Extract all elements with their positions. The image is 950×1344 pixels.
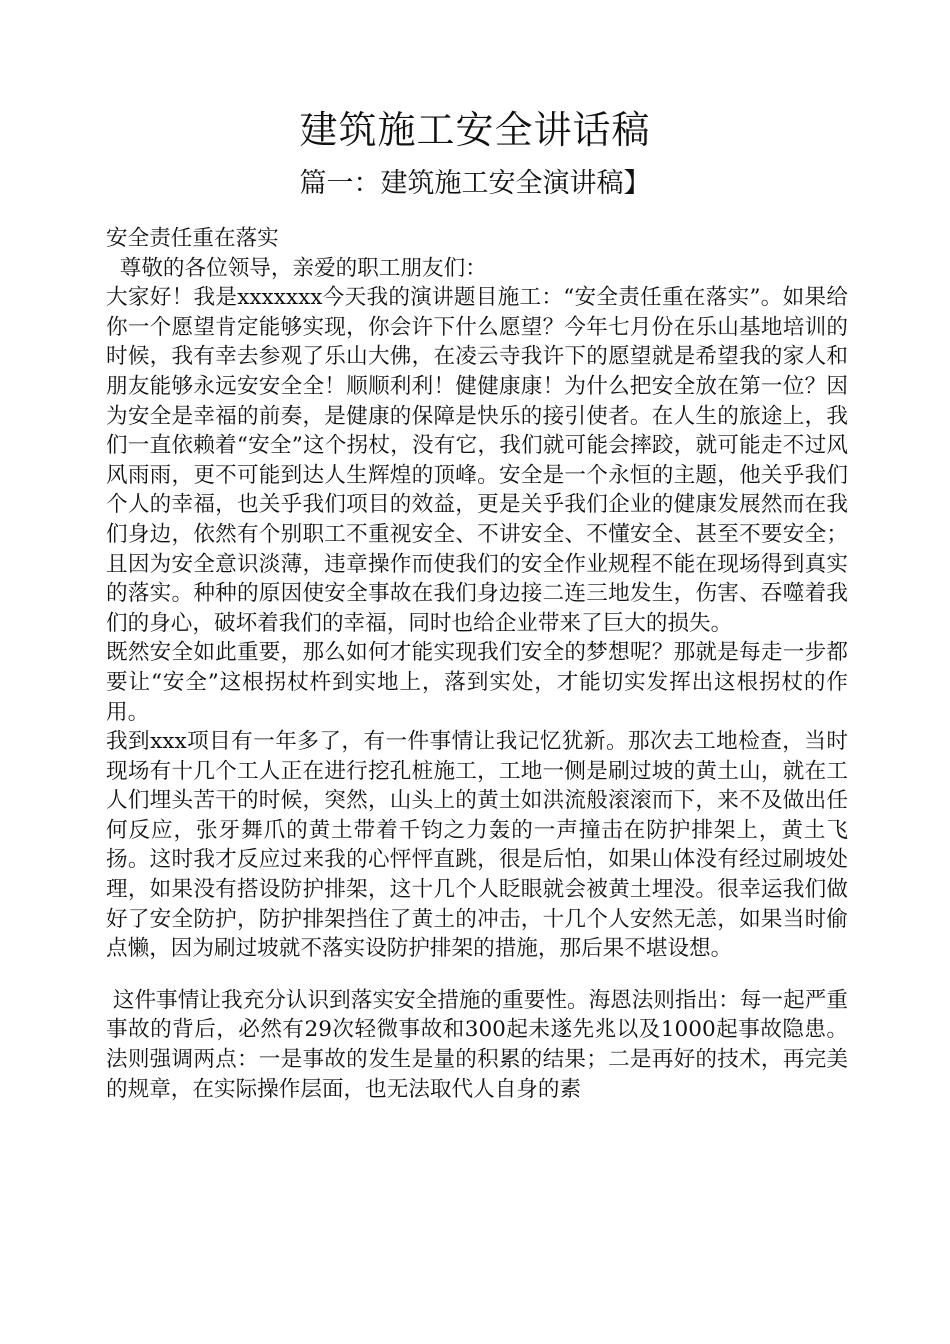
document-subtitle: 篇一：建筑施工安全演讲稿】 [299,168,651,199]
document-title: 建筑施工安全讲话稿 [299,108,651,152]
paragraph-salutation: 尊敬的各位领导，亲爱的职工朋友们： [106,255,487,281]
paragraph-3: 我到xxx项目有一年多了，有一件事情让我记忆犹新。那次去工地检查，当时现场有十几个工人正在进行挖孔桩施工，工地一侧是刷过坡的黄土山，就在工人们埋头苦干的时候，突然，山头上的黄土如洪流般滚滚而下，来不及做出任何反应，张牙舞爪的黄土带着千钧之力轰的一声撞击在防护排架上，黄土飞扬。这时我才反应过来我的心怦怦直跳，很是后怕，如果山体没有经过刷坡处理，如果没有搭设防护排架，这十几个人眨眼就会被黄土埋没。很幸运我们做好了安全防护，防护排架挡住了黄土的冲击，十几个人安然无恙，如果当时偷点懒，因为刷过坡就不落实设防护排架的措施，那后果不堪设想。 [106,729,848,962]
paragraph-heading: 安全责任重在落实 [106,226,279,251]
paragraph-gap [106,964,848,986]
paragraph-1: 大家好！我是xxxxxxx今天我的演讲题目施工：“安全责任重在落实”。如果给你一个愿望肯定能够实现，你会许下什么愿望？今年七月份在乐山基地培训的时候，我有幸去参观了乐山大佛，在凌云寺我许下的愿望就是希望我的家人和朋友能够永远安安全全！顺顺利利！健健康康！为什么把安全放在第一位？因为安全是幸福的前奏，是健康的保障是快乐的接引使者。在人生的旅途上，我们一直依赖着“安全”这个拐杖，没有它，我们就可能会摔跤，就可能走不过风风雨雨，更不可能到达人生辉煌的顶峰。安全是一个永恒的主题，他关乎我们个人的幸福，也关乎我们项目的效益，更是关乎我们企业的健康发展然而在我们身边，依然有个别职工不重视安全、不讲安全、不懂安全、甚至不要安全；且因为安全意识淡薄，违章操作而使我们的安全作业规程不能在现场得到真实的落实。种种的原因使安全事故在我们身边接二连三地发生，伤害、吞噬着我们的身心，破坏着我们的幸福，同时也给企业带来了巨大的损失。 [106,285,848,636]
paragraph-4: 这件事情让我充分认识到落实安全措施的重要性。海恩法则指出：每一起严重事故的背后，必然有29次轻微事故和300起未遂先兆以及1000起事故隐患。法则强调两点：一是事故的发生是量的积累的结果；二是再好的技术，再完美的规章，在实际操作层面，也无法取代人自身的素 [106,987,848,1102]
paragraph-2: 既然安全如此重要，那么如何才能实现我们安全的梦想呢？那就是每走一步都要让“安全”这根拐杖杵到实地上，落到实处，才能切实发挥出这根拐杖的作用。 [106,640,848,725]
document-body [106,224,848,1104]
